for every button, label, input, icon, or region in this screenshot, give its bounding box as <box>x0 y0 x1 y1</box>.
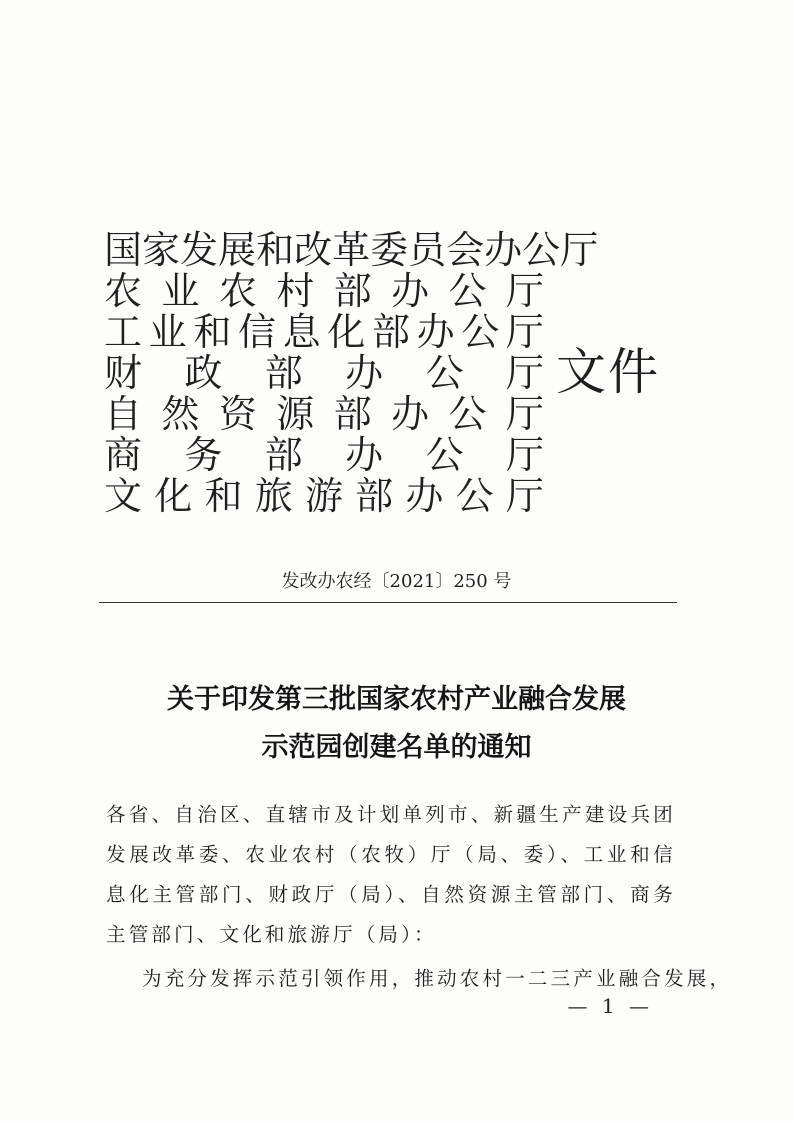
issuing-authorities <box>104 228 599 518</box>
issuer-char: 旅 <box>254 474 293 518</box>
body-paragraph: 为充分发挥示范引领作用，推动农村一二三产业融合发展， <box>142 967 733 990</box>
issuer-char: 公 <box>448 269 487 313</box>
issuer-char: 政 <box>184 351 223 395</box>
issuer-char: 务 <box>184 433 223 477</box>
issuer-char: 办 <box>391 269 430 313</box>
issuer-char: 业 <box>161 269 200 313</box>
title-line-2: 示范园创建名单的通知 <box>261 732 532 763</box>
issuer-char: 国 <box>104 228 143 272</box>
issuer-commerce <box>104 435 544 476</box>
document-label: 文件 <box>556 343 660 401</box>
issuer-char: 和 <box>193 310 232 354</box>
issuer-char: 公 <box>425 351 464 395</box>
document-body <box>106 795 733 999</box>
issuer-char: 革 <box>332 228 371 272</box>
issuer-char: 工 <box>104 310 143 354</box>
issuer-char: 农 <box>104 269 143 313</box>
issuer-char: 公 <box>448 392 487 436</box>
issuer-char: 厅 <box>560 228 599 272</box>
issuer-industry-it <box>104 312 544 353</box>
issuer-char: 业 <box>148 310 187 354</box>
title-line-1: 关于印发第三批国家农村产业融合发展 <box>167 684 626 715</box>
issuer-char: 委 <box>370 228 409 272</box>
issuer-char: 部 <box>333 392 372 436</box>
issuer-char: 和 <box>256 228 295 272</box>
document-title <box>0 676 793 772</box>
issuer-char: 公 <box>425 433 464 477</box>
issuer-ndrc <box>104 228 599 272</box>
issuer-char: 商 <box>104 433 143 477</box>
issuer-char: 文 <box>104 474 143 518</box>
issuer-char: 厅 <box>505 310 544 354</box>
issuer-char: 部 <box>355 474 394 518</box>
issuer-char: 和 <box>204 474 243 518</box>
issuer-char: 源 <box>276 392 315 436</box>
issuer-char: 化 <box>327 310 366 354</box>
header-divider <box>99 602 677 603</box>
page-number: — 1 — <box>567 994 653 1018</box>
issuer-char: 公 <box>522 228 561 272</box>
issuer-char: 公 <box>455 474 494 518</box>
issuer-char: 厅 <box>505 392 544 436</box>
issuer-char: 员 <box>408 228 447 272</box>
issuer-char: 部 <box>371 310 410 354</box>
issuer-char: 农 <box>218 269 257 313</box>
issuer-char: 厅 <box>505 474 544 518</box>
issuer-char: 息 <box>282 310 321 354</box>
issuer-char: 游 <box>304 474 343 518</box>
issuer-char: 展 <box>218 228 257 272</box>
issuer-char: 村 <box>276 269 315 313</box>
issuer-char: 财 <box>104 351 143 395</box>
issuer-char: 厅 <box>505 433 544 477</box>
issuer-char: 办 <box>416 310 455 354</box>
issuer-char: 办 <box>391 392 430 436</box>
issuer-char: 办 <box>345 351 384 395</box>
issuer-char: 办 <box>345 433 384 477</box>
issuer-char: 厅 <box>505 351 544 395</box>
issuer-char: 厅 <box>505 269 544 313</box>
issuer-char: 办 <box>405 474 444 518</box>
addressee-paragraph: 各省、自治区、直辖市及计划单列市、新疆生产建设兵团发展改革委、农业农村（农牧）厅（局、委）、工业和信息化主管部门、财政厅（局）、自然资源主管部门、商务主管部门、文化和旅游厅（局）： <box>106 803 676 946</box>
issuer-char: 然 <box>161 392 200 436</box>
issuer-char: 改 <box>294 228 333 272</box>
issuer-char: 部 <box>264 433 303 477</box>
document-number: 发改办农经〔2021〕250 号 <box>281 571 512 592</box>
issuer-char: 化 <box>154 474 193 518</box>
issuer-char: 部 <box>264 351 303 395</box>
issuer-char: 发 <box>180 228 219 272</box>
issuer-char: 办 <box>484 228 523 272</box>
issuer-char: 公 <box>461 310 500 354</box>
issuer-char: 部 <box>333 269 372 313</box>
issuer-char: 信 <box>237 310 276 354</box>
issuer-char: 会 <box>446 228 485 272</box>
issuer-agriculture <box>104 271 544 312</box>
issuer-culture-tourism <box>104 476 544 517</box>
issuer-natural-resources <box>104 394 544 435</box>
issuer-char: 自 <box>104 392 143 436</box>
issuer-char: 家 <box>142 228 181 272</box>
issuer-char: 资 <box>218 392 257 436</box>
issuer-finance <box>104 353 544 394</box>
